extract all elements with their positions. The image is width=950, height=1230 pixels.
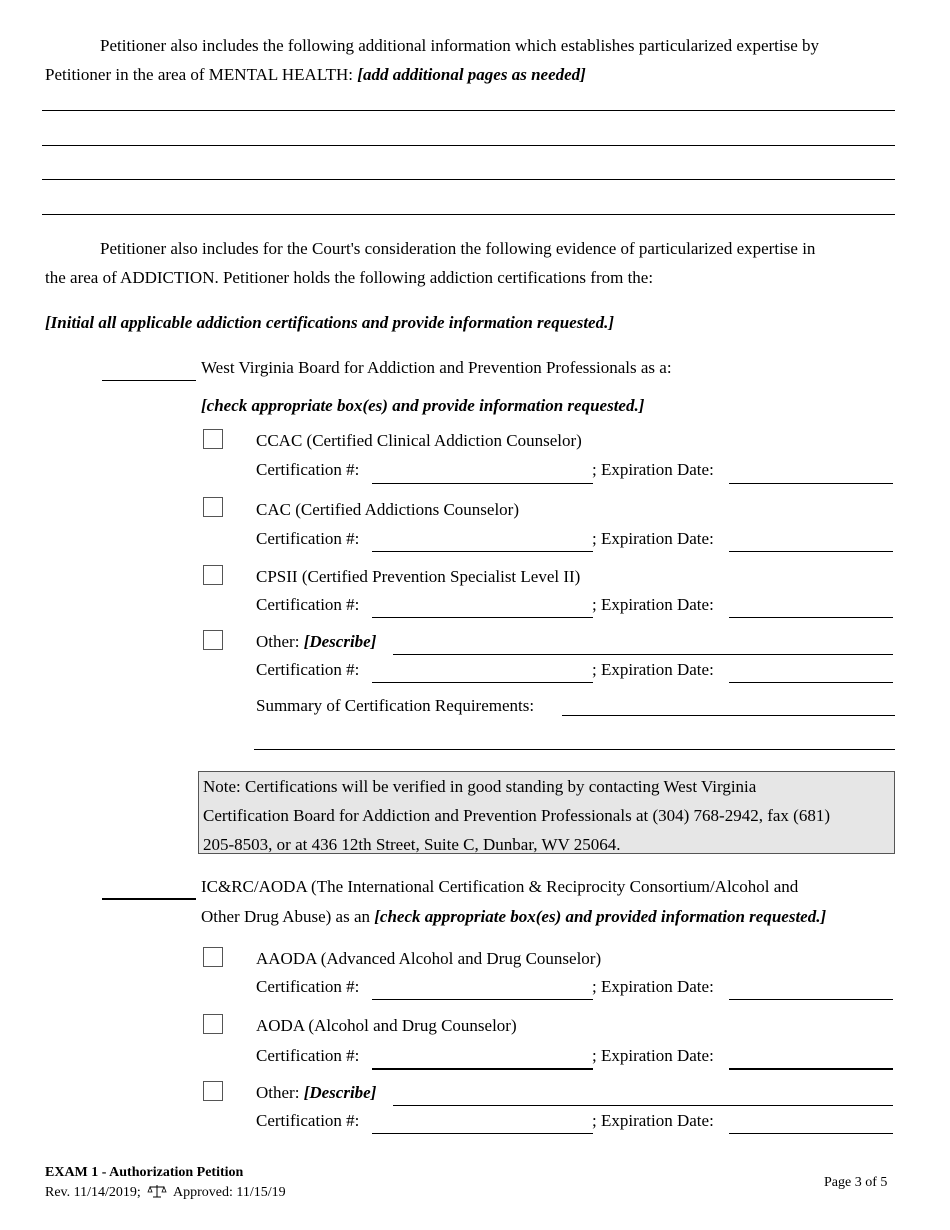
cpsii-label: CPSII (Certified Prevention Specialist Level II) — [256, 567, 581, 586]
mental-health-answer-line-4[interactable] — [42, 214, 895, 215]
aaoda-exp-date-field[interactable] — [729, 999, 893, 1000]
icrc-title-line1: IC&RC/AODA (The International Certification & Reciprocity Consortium/Alcohol and — [201, 877, 799, 896]
cac-checkbox[interactable] — [203, 497, 223, 517]
icrc-title-line2 — [201, 907, 826, 927]
ccac-exp-date-field[interactable] — [729, 483, 893, 484]
icrc-other-cert-number-field[interactable] — [372, 1133, 593, 1134]
wv-board-initials-line[interactable] — [102, 380, 196, 381]
icrc-instruction: [check appropriate box(es) and provided information requested.] — [374, 907, 827, 926]
addiction-paragraph-line2: the area of ADDICTION. Petitioner holds the following addiction certifications from the: — [45, 268, 654, 287]
scales-icon — [147, 1184, 167, 1204]
cpsii-checkbox[interactable] — [203, 565, 223, 585]
icrc-other-exp-label: ; Expiration Date: — [592, 1111, 714, 1130]
aoda-cert-number-field[interactable] — [372, 1068, 593, 1070]
aaoda-cert-label: Certification #: — [256, 977, 360, 996]
icrc-other-label — [256, 1083, 376, 1103]
icrc-initials-line[interactable] — [102, 898, 196, 900]
addiction-paragraph-line1: Petitioner also includes for the Court's consideration the following evidence of particularized expertise in — [100, 239, 816, 258]
icrc-other-checkbox[interactable] — [203, 1081, 223, 1101]
wv-other-cert-number-field[interactable] — [372, 682, 593, 683]
cpsii-cert-number-field[interactable] — [372, 617, 593, 618]
verification-note — [198, 771, 895, 854]
note-line-3: 205-8503, or at 436 12th Street, Suite C, Dunbar, WV 25064. — [203, 835, 621, 854]
mental-health-answer-line-3[interactable] — [42, 179, 895, 180]
wv-other-label — [256, 632, 376, 652]
summary-field-line-2[interactable] — [254, 749, 895, 750]
mental-health-paragraph-line2 — [45, 65, 586, 85]
cpsii-exp-date-field[interactable] — [729, 617, 893, 618]
aoda-exp-label: ; Expiration Date: — [592, 1046, 714, 1065]
cac-cert-number-field[interactable] — [372, 551, 593, 552]
wv-board-title: West Virginia Board for Addiction and Prevention Professionals as a: — [201, 358, 672, 377]
wv-other-exp-date-field[interactable] — [729, 682, 893, 683]
summary-label: Summary of Certification Requirements: — [256, 696, 535, 715]
cpsii-cert-label: Certification #: — [256, 595, 360, 614]
mental-health-answer-line-1[interactable] — [42, 110, 895, 111]
wv-other-checkbox[interactable] — [203, 630, 223, 650]
aaoda-checkbox[interactable] — [203, 947, 223, 967]
footer-approved: Approved: 11/15/19 — [173, 1185, 286, 1200]
icrc-other-text: Other: — [256, 1083, 300, 1102]
aaoda-cert-number-field[interactable] — [372, 999, 593, 1000]
note-line-2: Certification Board for Addiction and Prevention Professionals at (304) 768-2942, fax (681) — [203, 806, 830, 825]
initial-certifications-instruction: [Initial all applicable addiction certifications and provide information requested.] — [45, 313, 615, 332]
icrc-other-describe: [Describe] — [303, 1083, 377, 1102]
ccac-exp-label: ; Expiration Date: — [592, 460, 714, 479]
aoda-cert-label: Certification #: — [256, 1046, 360, 1065]
footer-revision-line — [45, 1184, 286, 1204]
mental-health-answer-line-2[interactable] — [42, 145, 895, 146]
aoda-exp-date-field[interactable] — [729, 1068, 893, 1070]
aaoda-exp-label: ; Expiration Date: — [592, 977, 714, 996]
ccac-label: CCAC (Certified Clinical Addiction Counselor) — [256, 431, 582, 450]
cac-label: CAC (Certified Addictions Counselor) — [256, 500, 520, 519]
ccac-cert-number-field[interactable] — [372, 483, 593, 484]
footer-page-number: Page 3 of 5 — [824, 1175, 888, 1190]
footer-revision: Rev. 11/14/2019; — [45, 1185, 141, 1200]
cpsii-exp-label: ; Expiration Date: — [592, 595, 714, 614]
aoda-label: AODA (Alcohol and Drug Counselor) — [256, 1016, 517, 1035]
add-pages-note: [add additional pages as needed] — [357, 65, 586, 84]
cac-exp-label: ; Expiration Date: — [592, 529, 714, 548]
cac-cert-label: Certification #: — [256, 529, 360, 548]
note-line-1: Note: Certifications will be verified in good standing by contacting West Virginia — [203, 777, 757, 796]
aoda-checkbox[interactable] — [203, 1014, 223, 1034]
icrc-other-cert-label: Certification #: — [256, 1111, 360, 1130]
wv-other-cert-label: Certification #: — [256, 660, 360, 679]
icrc-title-prefix: Other Drug Abuse) as an — [201, 907, 371, 926]
wv-other-describe-field[interactable] — [393, 654, 893, 655]
wv-other-exp-label: ; Expiration Date: — [592, 660, 714, 679]
aaoda-label: AAODA (Advanced Alcohol and Drug Counselor) — [256, 949, 602, 968]
mental-health-area-text: Petitioner in the area of MENTAL HEALTH: — [45, 65, 354, 84]
summary-field-line-1[interactable] — [562, 715, 895, 716]
wv-other-describe: [Describe] — [303, 632, 377, 651]
wv-other-text: Other: — [256, 632, 300, 651]
footer-form-id: EXAM 1 - Authorization Petition — [45, 1165, 244, 1180]
cac-exp-date-field[interactable] — [729, 551, 893, 552]
ccac-cert-label: Certification #: — [256, 460, 360, 479]
ccac-checkbox[interactable] — [203, 429, 223, 449]
wv-board-instruction: [check appropriate box(es) and provide information requested.] — [201, 396, 645, 415]
icrc-other-describe-field[interactable] — [393, 1105, 893, 1106]
mental-health-paragraph-line1: Petitioner also includes the following additional information which establishes particularized expertise by — [100, 36, 820, 55]
icrc-other-exp-date-field[interactable] — [729, 1133, 893, 1134]
